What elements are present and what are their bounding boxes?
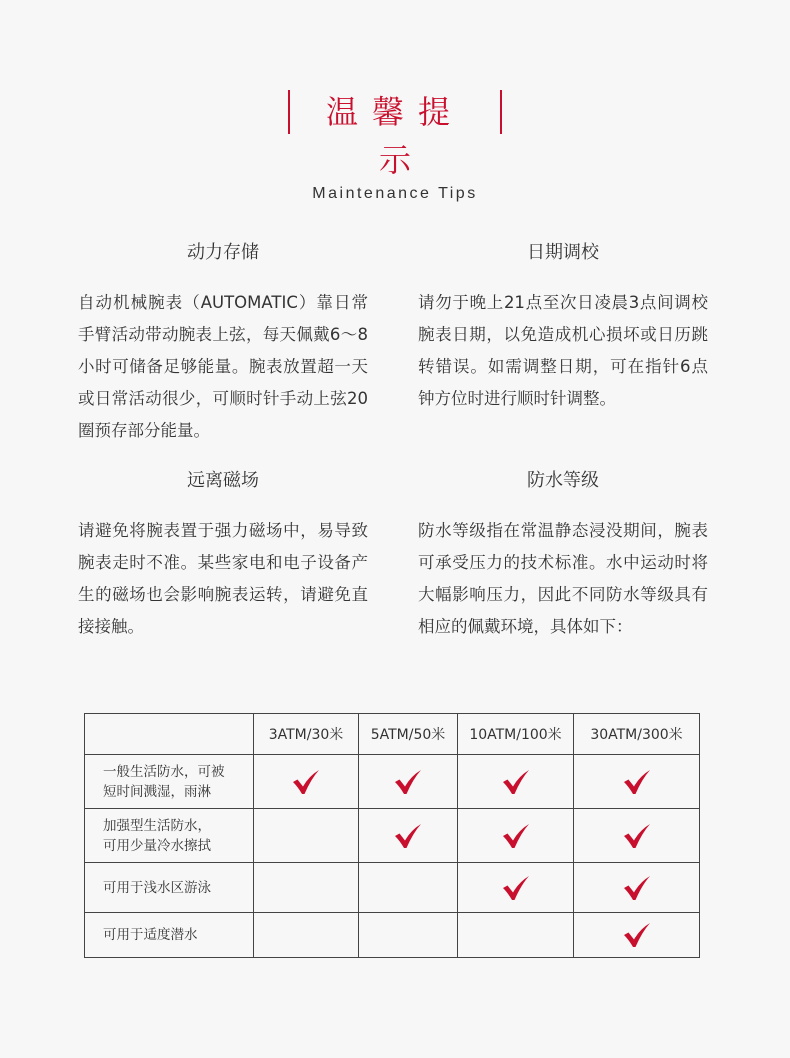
section-body: 请勿于晚上21点至次日凌晨3点间调校腕表日期，以免造成机心损坏或日历跳转错误。如需调整日期，可在指针6点钟方位时进行顺时针调整。 <box>418 293 708 408</box>
table-row <box>85 755 700 809</box>
section-title: 防水等级 <box>527 470 599 491</box>
section-water-resistance <box>418 469 708 643</box>
checkmark-icon <box>502 769 530 795</box>
table-cell <box>574 863 700 913</box>
row-label-line: 可用于适度潜水 <box>103 927 198 943</box>
title-frame <box>288 88 502 179</box>
section-magnetic-field <box>78 469 368 643</box>
section-power-reserve <box>78 241 368 447</box>
table-row <box>85 913 700 958</box>
section-body: 自动机械腕表（AUTOMATIC）靠日常手臂活动带动腕表上弦，每天佩戴6～8小时可储备足够能量。腕表放置超一天或日常活动很少，可顺时针手动上弦20圈预存部分能量。 <box>78 293 368 440</box>
table-cell <box>359 809 458 863</box>
table-corner-cell <box>85 714 254 755</box>
checkmark-icon <box>623 922 651 948</box>
checkmark-icon <box>502 875 530 901</box>
page-subtitle: Maintenance Tips <box>312 185 478 202</box>
section-body: 防水等级指在常温静态浸没期间，腕表可承受压力的技术标准。水中运动时将大幅影响压力，因此不同防水等级具有相应的佩戴环境，具体如下： <box>418 521 708 636</box>
section-date-setting <box>418 241 708 415</box>
table-cell <box>359 913 458 958</box>
table-cell <box>574 809 700 863</box>
table-cell <box>254 913 359 958</box>
section-body: 请避免将腕表置于强力磁场中，易导致腕表走时不准。某些家电和电子设备产生的磁场也会影响腕表运转，请避免直接接触。 <box>78 521 368 636</box>
table-cell <box>254 863 359 913</box>
table-cell <box>458 755 574 809</box>
table-cell <box>458 913 574 958</box>
row-label <box>85 809 254 863</box>
table-cell <box>458 863 574 913</box>
row-label-line: 一般生活防水，可被 <box>103 763 225 780</box>
checkmark-icon <box>623 823 651 849</box>
table-cell <box>574 913 700 958</box>
table-row <box>85 809 700 863</box>
row-label <box>85 755 254 809</box>
column-header: 10ATM/100米 <box>458 714 574 755</box>
table-cell <box>359 863 458 913</box>
row-label-line: 短时间溅湿，雨淋 <box>103 783 211 800</box>
row-label-line: 可用少量冷水擦拭 <box>103 837 211 854</box>
page-title: 温馨提示 <box>325 93 464 179</box>
checkmark-icon <box>394 823 422 849</box>
section-title: 动力存储 <box>187 242 259 263</box>
title-right-bar <box>500 90 502 134</box>
table-cell <box>359 755 458 809</box>
checkmark-icon <box>394 769 422 795</box>
checkmark-icon <box>292 769 320 795</box>
water-resistance-table <box>84 713 700 958</box>
table-cell <box>254 755 359 809</box>
row-label <box>85 863 254 913</box>
table-cell <box>574 755 700 809</box>
section-title: 远离磁场 <box>187 470 259 491</box>
table-cell <box>254 809 359 863</box>
row-label-line: 可用于浅水区游泳 <box>103 879 211 896</box>
section-title: 日期调校 <box>527 242 599 263</box>
checkmark-icon <box>623 875 651 901</box>
title-left-bar <box>288 90 290 134</box>
header <box>0 88 790 203</box>
column-header: 3ATM/30米 <box>254 714 359 755</box>
column-header: 5ATM/50米 <box>359 714 458 755</box>
column-header: 30ATM/300米 <box>574 714 700 755</box>
checkmark-icon <box>502 823 530 849</box>
row-label <box>85 913 254 958</box>
checkmark-icon <box>623 769 651 795</box>
row-label-line: 加强型生活防水， <box>103 817 211 834</box>
table-cell <box>458 809 574 863</box>
table-header-row <box>85 714 700 755</box>
table-row <box>85 863 700 913</box>
